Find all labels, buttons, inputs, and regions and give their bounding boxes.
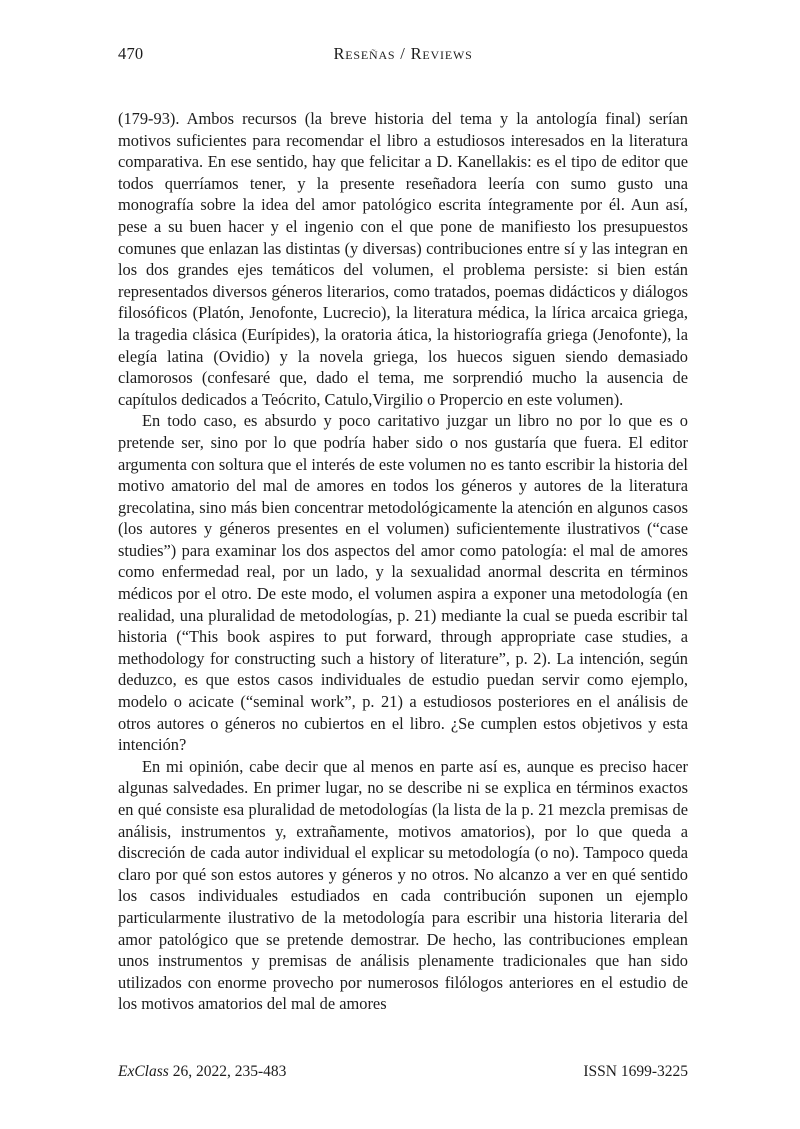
paragraph-3: En mi opinión, cabe decir que al menos en parte así es, aunque es preciso hacer algunas salvedades. En primer lugar, no se describe ni se explica en términos exactos en qué consiste esa pluralidad de metodologías (la lista de la p. 21 mezcla premisas de análisis, instrumentos y, extrañamente, motivos amatorios), por lo que queda a discreción de cada autor individual el explicar su metodología (o no). Tampoco queda claro por qué son estos autores y géneros y no otros. No alcanzo a ver en qué sentido los casos individuales estudiados en cada contribución suponen un ejemplo particularmente ilustrativo de la metodología para escribir una historia literaria del amor patológico que se pretende demostrar. De hecho, las contribuciones emplean unos instrumentos y premisas de análisis plenamente tradicionales que han sido utilizados con enorme provecho por numerosos filólogos anteriores en el estudio de los motivos amatorios del mal de amores bbox=[118, 756, 688, 1014]
running-head-title: Reseñas / Reviews bbox=[333, 44, 473, 63]
journal-citation bbox=[118, 1063, 286, 1081]
issn-label: ISSN 1699-3225 bbox=[583, 1063, 688, 1080]
running-header bbox=[118, 44, 688, 66]
paragraph-1: (179-93). Ambos recursos (la breve historia del tema y la antología final) serían motivos suficientes para recomendar el libro a estudiosos interesados en la literatura comparativa. En ese sentido, hay que felicitar a D. Kanellakis: es el tipo de editor que todos querríamos tener, y la presente reseñadora leería con sumo gusto una monografía sobre la idea del amor patológico escrita íntegramente por él. Aun así, pese a su buen hacer y el ingenio con el que pone de manifiesto los presupuestos comunes que enlazan las distintas (y diversas) contribuciones entre sí y las integran en los dos grandes ejes temáticos del volumen, el problema persiste: si bien están representados diversos géneros literarios, como tratados, poemas didácticos y diálogos filosóficos (Platón, Jenofonte, Lucrecio), la literatura médica, la lírica arcaica griega, la tragedia clásica (Eurípides), la oratoria ática, la historiografía griega (Jenofonte), la elegía latina (Ovidio) y la novela griega, los huecos siguen siendo demasiado clamorosos (confesaré que, dado el tema, me sorprendió mucho la ausencia de capítulos dedicados a Teócrito, Catulo,Virgilio o Propercio en este volumen). bbox=[118, 109, 688, 409]
page-number: 470 bbox=[118, 44, 144, 63]
paragraph-2: En todo caso, es absurdo y poco caritativo juzgar un libro no por lo que es o pretende ser, sino por lo que podría haber sido o nos gustaría que fuera. El editor argumenta con soltura que el interés de este volumen no es tanto escribir la historia del motivo amatorio del mal de amores en todos los géneros y autores de la literatura grecolatina, sino más bien concentrar metodológicamente la atención en algunos casos (los autores y géneros presentes en el volumen) suficientemente ilustrativos (“case studies”) para examinar los dos aspectos del amor como patología: el mal de amores como enfermedad real, por un lado, y la sexualidad anormal descrita en términos médicos por el otro. De este modo, el volumen aspira a exponer una metodología (en realidad, una pluralidad de metodologías, p. 21) mediante la cual se pueda escribir tal historia (“This book aspires to put forward, through appropriate case studies, a methodology for constructing such a history of literature”, p. 2). La intención, según deduzco, es que estos casos individuales de estudio puedan servir como ejemplo, modelo o acicate (“seminal work”, p. 21) a estudiosos posteriores en el análisis de otros autores o géneros no cubiertos en el libro. ¿Se cumplen estos objetivos y esta intención? bbox=[118, 411, 688, 755]
review-body bbox=[118, 108, 688, 1015]
journal-volume-info: 26, 2022, 235-483 bbox=[168, 1063, 287, 1080]
journal-title: ExClass bbox=[118, 1063, 169, 1080]
